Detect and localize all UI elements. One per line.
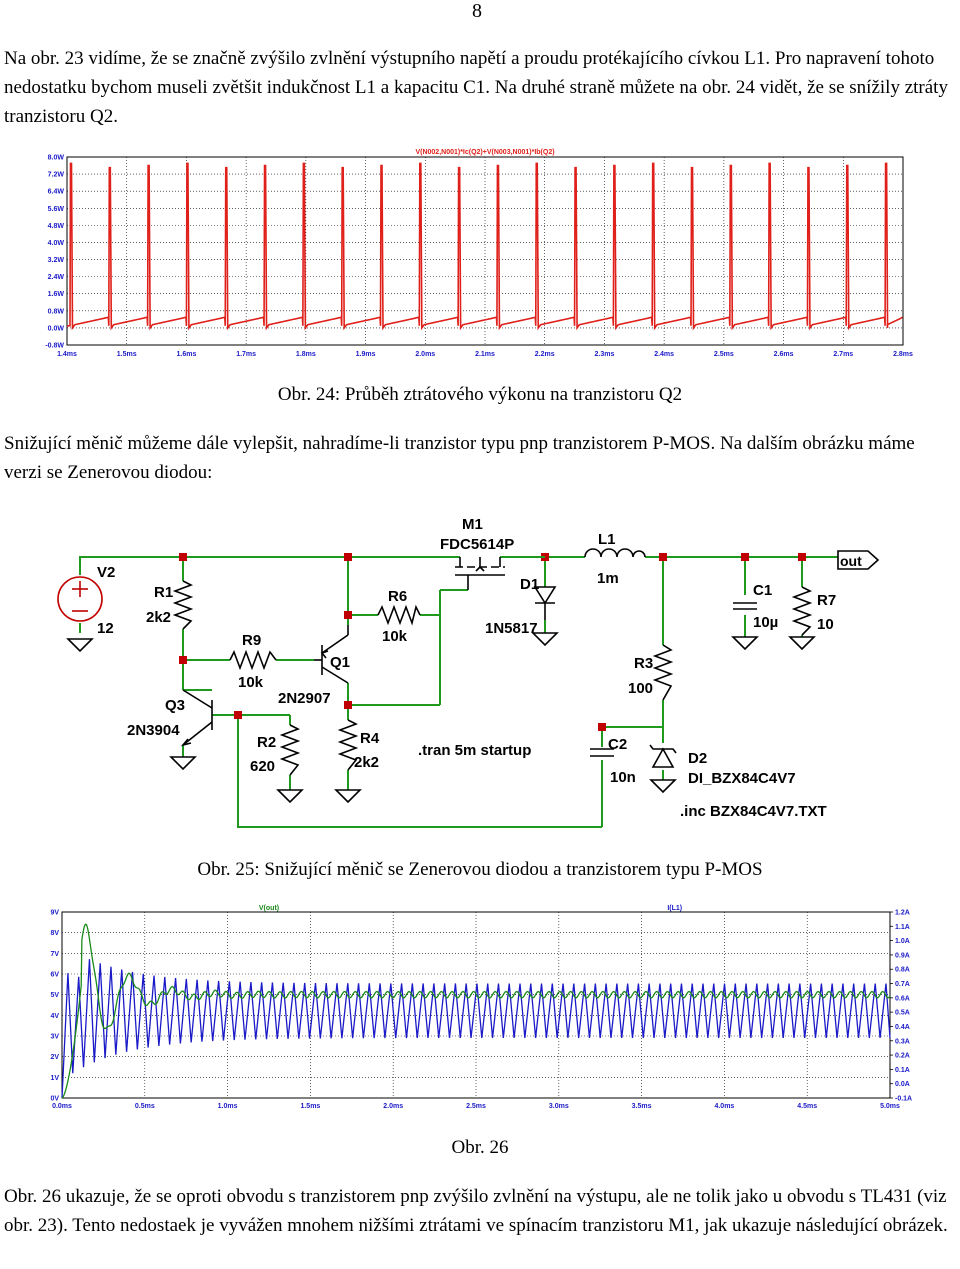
y-right-tick-label: 0.0A [895, 1081, 910, 1089]
caption-fig25: Obr. 25: Snižující měnič se Zenerovou diodou a tranzistorem typu P-MOS [197, 859, 763, 880]
y-tick-label: 1.6W [47, 291, 64, 299]
y-right-tick-label: 0.4A [895, 1023, 910, 1031]
x-tick-label: 2.5ms [713, 351, 734, 358]
paragraph-1: Na obr. 23 vidíme, že se značně zvýšilo zvlnění výstupního napětí a proudu protékajícího cívkou L1. Pro napravení tohoto nedostatku bychom museli zvětšit indukčnost L1 a kapacitu C1. Na druhé straně můžete na obr. 24 vidět, že se snížily ztráty tranzistoru Q2. [4, 48, 948, 127]
y-left-tick-label: 4V [50, 1012, 59, 1020]
c2-label: C2 [608, 736, 628, 753]
out-label: out [840, 553, 862, 569]
x-tick-label: 1.7ms [236, 351, 257, 358]
y-tick-label: 8.0W [47, 154, 64, 162]
x-tick-label: 2.7ms [833, 351, 854, 358]
y-right-tick-label: 0.1A [895, 1066, 910, 1074]
y-left-tick-label: 0V [50, 1095, 59, 1103]
y-right-tick-label: 0.5A [895, 1009, 910, 1017]
y-right-tick-label: 0.3A [895, 1038, 910, 1046]
y-left-tick-label: 1V [50, 1074, 59, 1082]
y-tick-label: 4.8W [47, 222, 64, 230]
x-tick-label: 1.6ms [176, 351, 197, 358]
x-tick-label: 1.5ms [116, 351, 137, 358]
y-tick-label: 5.6W [47, 205, 64, 213]
power-chart [0, 145, 960, 365]
y-right-tick-label: -0.1A [895, 1095, 913, 1103]
y-tick-label: 7.2W [47, 171, 64, 179]
r3-resistor [655, 645, 671, 700]
y-left-tick-label: 2V [50, 1054, 59, 1062]
l1-label: L1 [598, 531, 616, 548]
ground-q3 [171, 757, 195, 769]
r3-label: R3 [634, 655, 654, 672]
y-right-tick-label: 0.9A [895, 952, 910, 960]
y-right-tick-label: 1.0A [895, 938, 910, 946]
y-right-tick-label: 0.7A [895, 981, 910, 989]
schematic-nodes [179, 553, 806, 731]
x-tick-label: 4.5ms [797, 1103, 818, 1110]
q1-label: Q1 [330, 654, 351, 671]
y-left-tick-label: 7V [50, 950, 59, 958]
y-left-tick-label: 8V [50, 930, 59, 938]
x-tick-label: 3.5ms [631, 1103, 652, 1110]
x-tick-label: 1.5ms [300, 1103, 321, 1110]
ground-r4 [336, 790, 360, 802]
r7-value: 10 [817, 616, 834, 633]
tran-directive: .tran 5m startup [418, 742, 532, 759]
ground-r2 [278, 790, 302, 802]
l1-inductor [585, 549, 645, 557]
c1-value: 10µ [753, 614, 779, 631]
y-left-tick-label: 3V [50, 1033, 59, 1041]
x-tick-label: 2.0ms [383, 1103, 404, 1110]
y-tick-label: -0.8W [45, 342, 64, 350]
x-tick-label: 2.3ms [594, 351, 615, 358]
y-tick-label: 0.8W [47, 308, 64, 316]
y-tick-label: 6.4W [47, 188, 64, 196]
x-tick-label: 1.4ms [57, 351, 77, 358]
x-tick-label: 2.6ms [773, 351, 794, 358]
x-tick-label: 2.4ms [654, 351, 675, 358]
q1-value: 2N2907 [278, 690, 331, 707]
inc-directive: .inc BZX84C4V7.TXT [680, 803, 827, 820]
y-left-tick-label: 5V [50, 992, 59, 1000]
m1-value: FDC5614P [440, 536, 515, 553]
r6-resistor [378, 607, 420, 623]
x-tick-label: 2.1ms [475, 351, 495, 358]
y-tick-label: 2.4W [47, 274, 64, 282]
paragraph-2: Snižující měnič můžeme dále vylepšit, nahradíme-li tranzistor typu pnp tranzistorem P-MOS. Na dalším obrázku máme verzi se Zenerovou diodou: [4, 433, 915, 483]
r9-label: R9 [242, 632, 262, 649]
legend-vout: V(out) [258, 905, 280, 912]
y-right-tick-label: 0.8A [895, 966, 910, 974]
vout-il1-chart [0, 902, 960, 1117]
d2-label: D2 [688, 750, 708, 767]
x-tick-label: 0.5ms [134, 1103, 155, 1110]
r7-resistor [794, 587, 810, 635]
paragraph-3: Obr. 26 ukazuje, že se oproti obvodu s tranzistorem pnp zvýšilo zvlnění na výstupu, ale ne tolik jako u obvodu s TL431 (viz obr. 23). Tento nedostaek je vyvážen mnohem nižšími ztrátami ve spínacím tranzistoru M1, jak ukazuje následující obrázek. [4, 1186, 948, 1236]
d2-zener [650, 745, 676, 767]
ground-r7 [790, 637, 814, 649]
d2-value: DI_BZX84C4V7 [688, 770, 796, 787]
r2-resistor [282, 725, 298, 775]
c2-value: 10n [610, 769, 636, 786]
x-tick-label: 1.0ms [217, 1103, 238, 1110]
y-right-tick-label: 0.6A [895, 995, 910, 1003]
c1-label: C1 [753, 582, 773, 599]
r7-label: R7 [817, 592, 837, 609]
caption-fig24: Obr. 24: Průběh ztrátového výkonu na tranzistoru Q2 [277, 384, 683, 405]
power-series-line [67, 163, 903, 328]
y-left-tick-label: 9V [50, 909, 59, 917]
y-tick-label: 0.0W [47, 325, 64, 333]
legend-il1: I(L1) [667, 905, 683, 912]
r4-label: R4 [360, 730, 380, 747]
d1-label: D1 [520, 576, 540, 593]
x-tick-label: 0.0ms [52, 1103, 72, 1110]
x-tick-label: 2.8ms [893, 351, 913, 358]
y-tick-label: 4.0W [47, 239, 64, 247]
r9-value: 10k [238, 674, 264, 691]
r2-value: 620 [250, 758, 276, 775]
r1-label: R1 [154, 584, 174, 601]
r1-value: 2k2 [146, 609, 172, 626]
r6-label: R6 [388, 588, 408, 605]
ground-v2 [68, 639, 92, 651]
d1-value: 1N5817 [485, 620, 538, 637]
y-tick-label: 3.2W [47, 257, 64, 265]
v2-value: 12 [97, 620, 114, 637]
r2-label: R2 [257, 734, 277, 751]
page-number: 8 [472, 0, 482, 22]
caption-fig26: Obr. 26 [451, 1137, 509, 1158]
x-tick-label: 5.0ms [880, 1103, 900, 1110]
x-tick-label: 4.0ms [714, 1103, 735, 1110]
chart-title: V(N002,N001)*Ic(Q2)+V(N003,N001)*Ib(Q2) [415, 149, 555, 156]
y-left-tick-label: 6V [50, 971, 59, 979]
x-tick-label: 1.9ms [355, 351, 376, 358]
x-tick-label: 1.8ms [295, 351, 316, 358]
l1-value: 1m [597, 570, 619, 587]
r3-value: 100 [628, 680, 654, 697]
r9-resistor [230, 652, 276, 668]
q3-value: 2N3904 [127, 722, 180, 739]
r4-value: 2k2 [354, 754, 380, 771]
y-right-tick-label: 0.2A [895, 1052, 910, 1060]
x-tick-label: 2.0ms [415, 351, 436, 358]
r1-resistor [175, 581, 191, 629]
ground-d2 [651, 780, 675, 792]
schematic [0, 505, 960, 835]
c1-capacitor [733, 603, 757, 609]
x-tick-label: 2.5ms [466, 1103, 486, 1110]
ground-c1 [733, 637, 757, 649]
m1-label: M1 [462, 516, 483, 533]
r6-value: 10k [382, 628, 408, 645]
x-tick-label: 3.0ms [548, 1103, 569, 1110]
v2-label: V2 [97, 564, 116, 581]
q3-label: Q3 [165, 697, 186, 714]
x-tick-label: 2.2ms [534, 351, 555, 358]
y-right-tick-label: 1.2A [895, 909, 910, 917]
y-right-tick-label: 1.1A [895, 923, 910, 931]
